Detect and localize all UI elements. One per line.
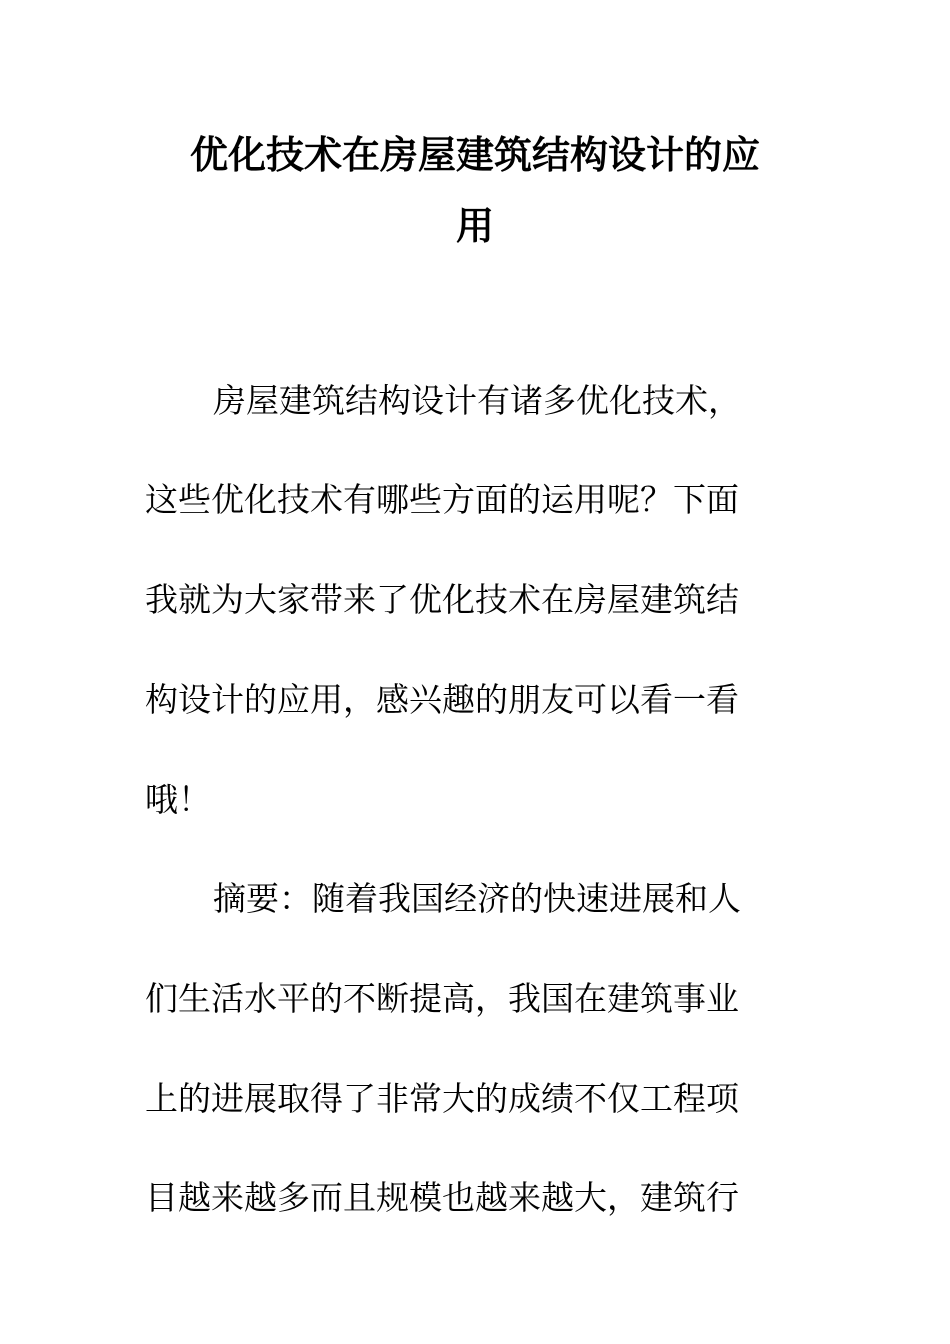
paragraph-1-line-3: 我就为大家带来了优化技术在房屋建筑结 <box>145 580 739 619</box>
paragraph-1-line-1: 房屋建筑结构设计有诸多优化技术， <box>213 381 741 420</box>
paragraph-1-line-4: 构设计的应用，感兴趣的朋友可以看一看 <box>145 680 739 719</box>
paragraph-2-line-2: 们生活水平的不断提高，我国在建筑事业 <box>145 979 739 1018</box>
paragraph-1-line-2: 这些优化技术有哪些方面的运用呢？下面 <box>145 480 739 519</box>
document-title-line-2: 用 <box>455 203 494 248</box>
document-title-line-1: 优化技术在房屋建筑结构设计的应 <box>189 132 760 177</box>
paragraph-2-line-1: 摘要：随着我国经济的快速进展和人 <box>213 879 741 918</box>
paragraph-2-line-3: 上的进展取得了非常大的成绩不仅工程项 <box>145 1079 739 1118</box>
paragraph-1-line-5: 哦！ <box>145 780 211 819</box>
paragraph-2-line-4: 目越来越多而且规模也越来越大，建筑行 <box>145 1178 739 1217</box>
